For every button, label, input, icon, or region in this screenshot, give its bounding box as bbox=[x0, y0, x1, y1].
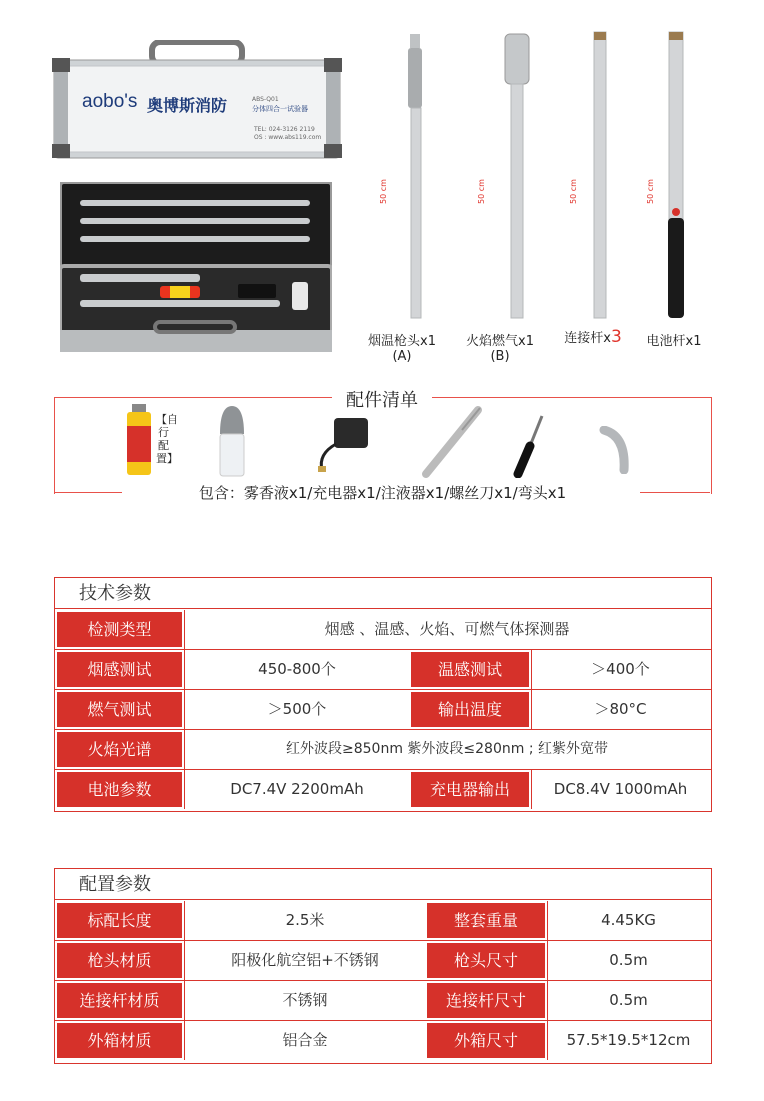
liquid-bottle-image bbox=[212, 404, 252, 478]
row-value: ＞500个 bbox=[267, 700, 327, 718]
row-label: 检测类型 bbox=[57, 612, 182, 647]
charger-image bbox=[314, 414, 372, 474]
row-label: 燃气测试 bbox=[57, 692, 182, 727]
tech-params-title: 技术参数 bbox=[55, 578, 711, 609]
rod-a-image bbox=[400, 30, 430, 320]
row-label: 火焰光谱 bbox=[57, 732, 182, 767]
row-label: 充电器输出 bbox=[411, 772, 529, 807]
elbow-image bbox=[598, 426, 632, 474]
connector-rod-label: 连接杆x3 bbox=[564, 327, 622, 347]
row-label: 整套重量 bbox=[427, 903, 545, 938]
table-row bbox=[55, 901, 711, 941]
battery-rod-label: 电池杆x1 bbox=[646, 334, 702, 349]
rod-b-label: 火焰燃气x1 (B) bbox=[466, 334, 534, 364]
connector-rod-image bbox=[590, 30, 610, 320]
row-value: ＞400个 bbox=[591, 660, 650, 678]
row-value: 不锈钢 bbox=[282, 991, 328, 1009]
battery-rod-length: 50 cm bbox=[645, 179, 655, 204]
row-label: 电池参数 bbox=[57, 772, 182, 807]
table-row bbox=[55, 981, 711, 1021]
accessory-line-right bbox=[640, 492, 710, 493]
row-value: 烟感 、温感、火焰、可燃气体探测器 bbox=[324, 620, 570, 638]
row-value: 2.5米 bbox=[285, 911, 325, 929]
rod-b-length: 50 cm bbox=[476, 179, 486, 204]
battery-rod-image bbox=[664, 30, 688, 320]
row-value: 0.5m bbox=[609, 951, 648, 969]
rod-a-label: 烟温枪头x1 (A) bbox=[368, 334, 436, 364]
row-value: ＞80°C bbox=[594, 700, 647, 718]
open-case-image bbox=[60, 182, 332, 352]
syringe-image bbox=[420, 404, 484, 480]
row-label: 连接杆尺寸 bbox=[427, 983, 545, 1018]
case-model: ABS-Q01 bbox=[252, 96, 279, 103]
row-label: 枪头材质 bbox=[57, 943, 182, 978]
row-value: 铝合金 bbox=[282, 1031, 328, 1049]
row-label: 输出温度 bbox=[411, 692, 529, 727]
accessory-line-left bbox=[54, 492, 122, 493]
row-label: 外箱材质 bbox=[57, 1023, 182, 1058]
row-label: 外箱尺寸 bbox=[427, 1023, 545, 1058]
table-row bbox=[55, 690, 711, 730]
rod-b-image bbox=[497, 30, 537, 320]
brand-logo: aobo's bbox=[82, 91, 138, 112]
row-label: 枪头尺寸 bbox=[427, 943, 545, 978]
row-value: 0.5m bbox=[609, 991, 648, 1009]
table-row bbox=[55, 730, 711, 770]
case-tel: TEL: 024-3126 2119 bbox=[254, 126, 315, 133]
config-params-title: 配置参数 bbox=[55, 869, 711, 900]
table-row bbox=[55, 1021, 711, 1061]
self-configure-note: 【自行配置】 bbox=[156, 413, 178, 465]
row-value: 57.5*19.5*12cm bbox=[566, 1031, 691, 1049]
row-value: DC8.4V 1000mAh bbox=[553, 780, 688, 798]
screwdriver-image bbox=[512, 412, 550, 478]
config-params-table bbox=[54, 868, 712, 1064]
table-row bbox=[55, 770, 711, 810]
brand-cn: 奥博斯消防 bbox=[147, 96, 228, 115]
row-label: 温感测试 bbox=[411, 652, 529, 687]
rod-a-length: 50 cm bbox=[378, 179, 388, 204]
case-web: OS : www.abs119.com bbox=[254, 134, 322, 141]
row-value: DC7.4V 2200mAh bbox=[230, 780, 364, 798]
table-row bbox=[55, 610, 711, 650]
case-product: 分体四合一试验器 bbox=[252, 105, 308, 113]
table-row bbox=[55, 650, 711, 690]
row-value: 红外波段≥850nm 紫外波段≤280nm ; 红紫外宽带 bbox=[286, 741, 608, 757]
row-label: 连接杆材质 bbox=[57, 983, 182, 1018]
aerosol-can-image bbox=[124, 404, 154, 476]
accessory-title: 配件清单 bbox=[332, 386, 432, 412]
row-label: 烟感测试 bbox=[57, 652, 182, 687]
row-value: 450-800个 bbox=[258, 660, 336, 678]
tech-params-table bbox=[54, 577, 712, 812]
row-label: 标配长度 bbox=[57, 903, 182, 938]
accessory-contents: 包含：雾香液x1/充电器x1/注液器x1/螺丝刀x1/弯头x1 bbox=[198, 484, 567, 502]
row-value: 4.45KG bbox=[601, 911, 656, 929]
row-value: 阳极化航空铝+不锈钢 bbox=[231, 951, 379, 969]
table-row bbox=[55, 941, 711, 981]
connector-rod-length: 50 cm bbox=[568, 179, 578, 204]
